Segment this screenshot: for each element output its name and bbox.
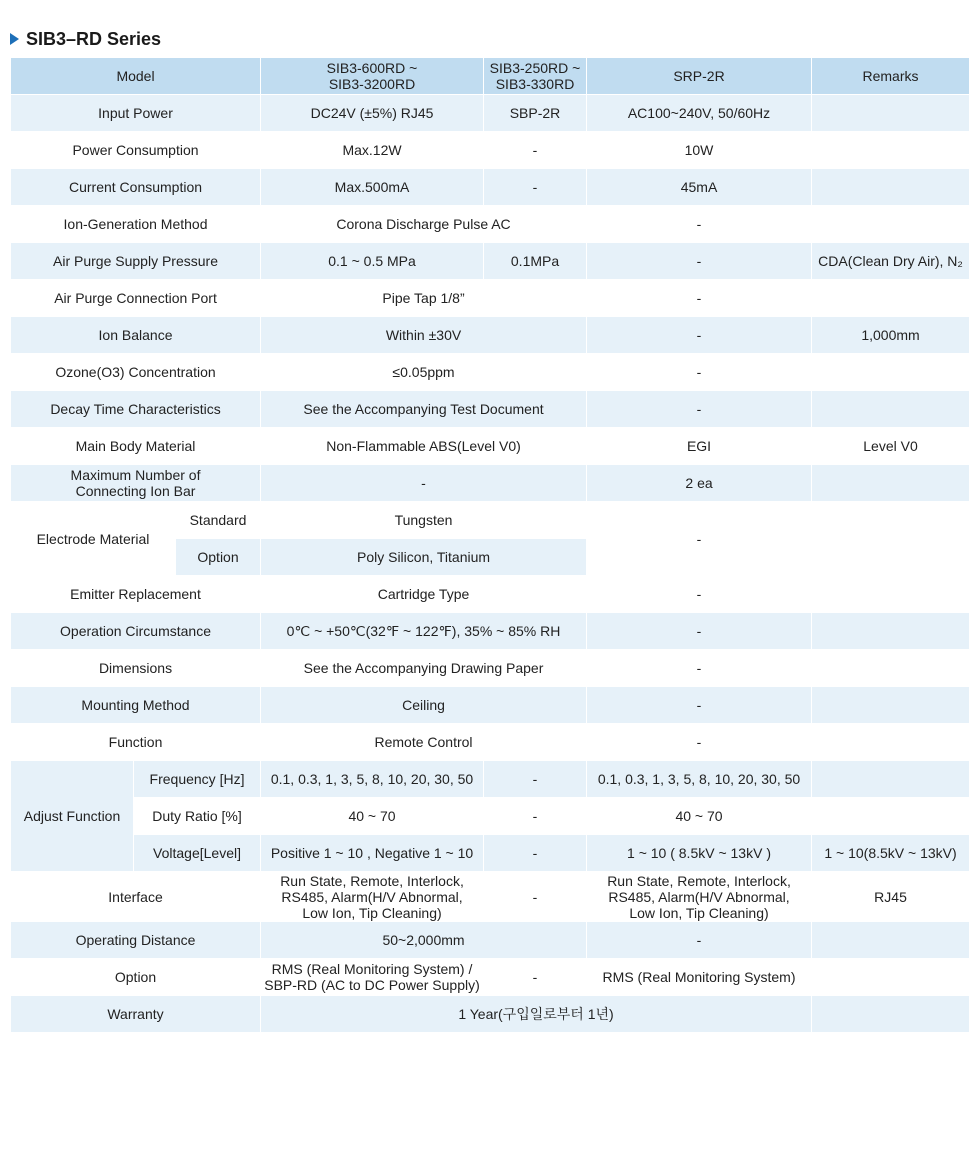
cell-value: - [587, 922, 812, 959]
cell-remark [812, 613, 970, 650]
cell-value: - [484, 835, 587, 872]
cell-remark [812, 650, 970, 687]
sub-label: Standard [176, 502, 261, 539]
table-row [11, 428, 970, 465]
table-row [11, 872, 970, 922]
cell-value: 40 ~ 70 [261, 798, 484, 835]
cell-remark: Level V0 [812, 428, 970, 465]
table-row [11, 650, 970, 687]
sub-label: Voltage[Level] [134, 835, 261, 872]
row-label: Emitter Replacement [11, 576, 261, 613]
row-label: Decay Time Characteristics [11, 391, 261, 428]
header-sib3-250rd: SIB3-250RD ~ SIB3-330RD [484, 58, 587, 95]
cell-remark [812, 798, 970, 835]
cell-value: - [587, 243, 812, 280]
cell-remark [812, 391, 970, 428]
cell-remark [812, 576, 970, 613]
cell-value: Tungsten [261, 502, 587, 539]
cell-remark [812, 206, 970, 243]
table-row [11, 465, 970, 502]
row-label: Air Purge Supply Pressure [11, 243, 261, 280]
table-row [11, 391, 970, 428]
table-row [11, 576, 970, 613]
cell-value: - [587, 687, 812, 724]
cell-value: - [587, 280, 812, 317]
row-label: Interface [11, 872, 261, 922]
table-row [11, 613, 970, 650]
cell-value: 0.1MPa [484, 243, 587, 280]
cell-value: RMS (Real Monitoring System) / SBP-RD (AC to DC Power Supply) [261, 959, 484, 996]
cell-value: - [261, 465, 587, 502]
cell-value: Run State, Remote, Interlock, RS485, Alarm(H/V Abnormal, Low Ion, Tip Cleaning) [261, 872, 484, 922]
row-label: Warranty [11, 996, 261, 1033]
triangle-bullet-icon [10, 33, 19, 45]
cell-remark: 1 ~ 10(8.5kV ~ 13kV) [812, 835, 970, 872]
row-label: Operation Circumstance [11, 613, 261, 650]
table-row [11, 132, 970, 169]
cell-value: Pipe Tap 1/8” [261, 280, 587, 317]
sub-label: Option [176, 539, 261, 576]
cell-value: SBP-2R [484, 95, 587, 132]
cell-remark: RJ45 [812, 872, 970, 922]
cell-remark [812, 996, 970, 1033]
row-label: Maximum Number of Connecting Ion Bar [11, 465, 261, 502]
header-srp-2r: SRP-2R [587, 58, 812, 95]
cell-remark [812, 724, 970, 761]
cell-value: Corona Discharge Pulse AC [261, 206, 587, 243]
cell-value: - [484, 959, 587, 996]
cell-value: Within ±30V [261, 317, 587, 354]
cell-remark [812, 132, 970, 169]
cell-value: - [484, 132, 587, 169]
row-label: Main Body Material [11, 428, 261, 465]
row-label: Ozone(O3) Concentration [11, 354, 261, 391]
cell-value: 0.1, 0.3, 1, 3, 5, 8, 10, 20, 30, 50 [261, 761, 484, 798]
row-label: Electrode Material [11, 502, 176, 576]
cell-value: 45mA [587, 169, 812, 206]
cell-value: AC100~240V, 50/60Hz [587, 95, 812, 132]
cell-remark [812, 354, 970, 391]
row-label: Operating Distance [11, 922, 261, 959]
cell-value: 10W [587, 132, 812, 169]
cell-remark [812, 502, 970, 576]
header-remarks: Remarks [812, 58, 970, 95]
cell-remark [812, 280, 970, 317]
cell-value: Max.12W [261, 132, 484, 169]
cell-value: Max.500mA [261, 169, 484, 206]
table-row [11, 798, 970, 835]
cell-remark: 1,000mm [812, 317, 970, 354]
row-label: Air Purge Connection Port [11, 280, 261, 317]
row-label: Ion Balance [11, 317, 261, 354]
cell-value: - [587, 317, 812, 354]
table-row [11, 922, 970, 959]
table-row [11, 724, 970, 761]
row-label: Input Power [11, 95, 261, 132]
cell-value: - [484, 761, 587, 798]
table-row [11, 835, 970, 872]
sub-label: Frequency [Hz] [134, 761, 261, 798]
header-row [11, 58, 970, 95]
cell-value: 1 ~ 10 ( 8.5kV ~ 13kV ) [587, 835, 812, 872]
cell-remark [812, 95, 970, 132]
cell-value: 1 Year(구입일로부터 1년) [261, 996, 812, 1033]
table-row [11, 354, 970, 391]
cell-value: DC24V (±5%) RJ45 [261, 95, 484, 132]
row-label: Power Consumption [11, 132, 261, 169]
cell-value: 0.1 ~ 0.5 MPa [261, 243, 484, 280]
table-row [11, 169, 970, 206]
cell-remark [812, 761, 970, 798]
row-label: Mounting Method [11, 687, 261, 724]
table-row [11, 317, 970, 354]
cell-value: 40 ~ 70 [587, 798, 812, 835]
table-row [11, 502, 970, 539]
cell-value: 0.1, 0.3, 1, 3, 5, 8, 10, 20, 30, 50 [587, 761, 812, 798]
row-label: Current Consumption [11, 169, 261, 206]
cell-remark [812, 169, 970, 206]
cell-value: - [484, 169, 587, 206]
cell-value: - [587, 576, 812, 613]
cell-value: Cartridge Type [261, 576, 587, 613]
cell-value: - [587, 502, 812, 576]
row-label: Option [11, 959, 261, 996]
cell-value: RMS (Real Monitoring System) [587, 959, 812, 996]
cell-value: - [587, 724, 812, 761]
table-row [11, 243, 970, 280]
cell-value: ≤0.05ppm [261, 354, 587, 391]
section-title [10, 28, 161, 50]
cell-value: See the Accompanying Test Document [261, 391, 587, 428]
table-row [11, 761, 970, 798]
spec-table [10, 57, 970, 1033]
cell-remark [812, 465, 970, 502]
table-row [11, 959, 970, 996]
cell-value: Non-Flammable ABS(Level V0) [261, 428, 587, 465]
cell-value: Positive 1 ~ 10 , Negative 1 ~ 10 [261, 835, 484, 872]
cell-remark [812, 687, 970, 724]
cell-value: Run State, Remote, Interlock, RS485, Alarm(H/V Abnormal, Low Ion, Tip Cleaning) [587, 872, 812, 922]
cell-value: EGI [587, 428, 812, 465]
cell-remark [812, 922, 970, 959]
cell-value: - [587, 206, 812, 243]
cell-value: - [484, 798, 587, 835]
cell-value: - [587, 391, 812, 428]
row-label: Ion-Generation Method [11, 206, 261, 243]
section-title-text: SIB3–RD Series [26, 28, 162, 49]
cell-value: 0℃ ~ +50℃(32℉ ~ 122℉), 35% ~ 85% RH [261, 613, 587, 650]
table-row [11, 95, 970, 132]
cell-remark [812, 959, 970, 996]
sub-label: Duty Ratio [%] [134, 798, 261, 835]
cell-value: 50~2,000mm [261, 922, 587, 959]
header-model: Model [11, 58, 261, 95]
row-label: Adjust Function [11, 761, 134, 872]
table-row [11, 687, 970, 724]
row-label: Function [11, 724, 261, 761]
row-label: Dimensions [11, 650, 261, 687]
cell-value: - [587, 613, 812, 650]
cell-value: - [587, 354, 812, 391]
cell-value: 2 ea [587, 465, 812, 502]
cell-remark: CDA(Clean Dry Air), N₂ [812, 243, 970, 280]
table-row [11, 280, 970, 317]
cell-value: Ceiling [261, 687, 587, 724]
cell-value: See the Accompanying Drawing Paper [261, 650, 587, 687]
cell-value: - [484, 872, 587, 922]
table-row [11, 996, 970, 1033]
table-row [11, 206, 970, 243]
cell-value: Remote Control [261, 724, 587, 761]
header-sib3-600rd: SIB3-600RD ~ SIB3-3200RD [261, 58, 484, 95]
cell-value: Poly Silicon, Titanium [261, 539, 587, 576]
cell-value: - [587, 650, 812, 687]
